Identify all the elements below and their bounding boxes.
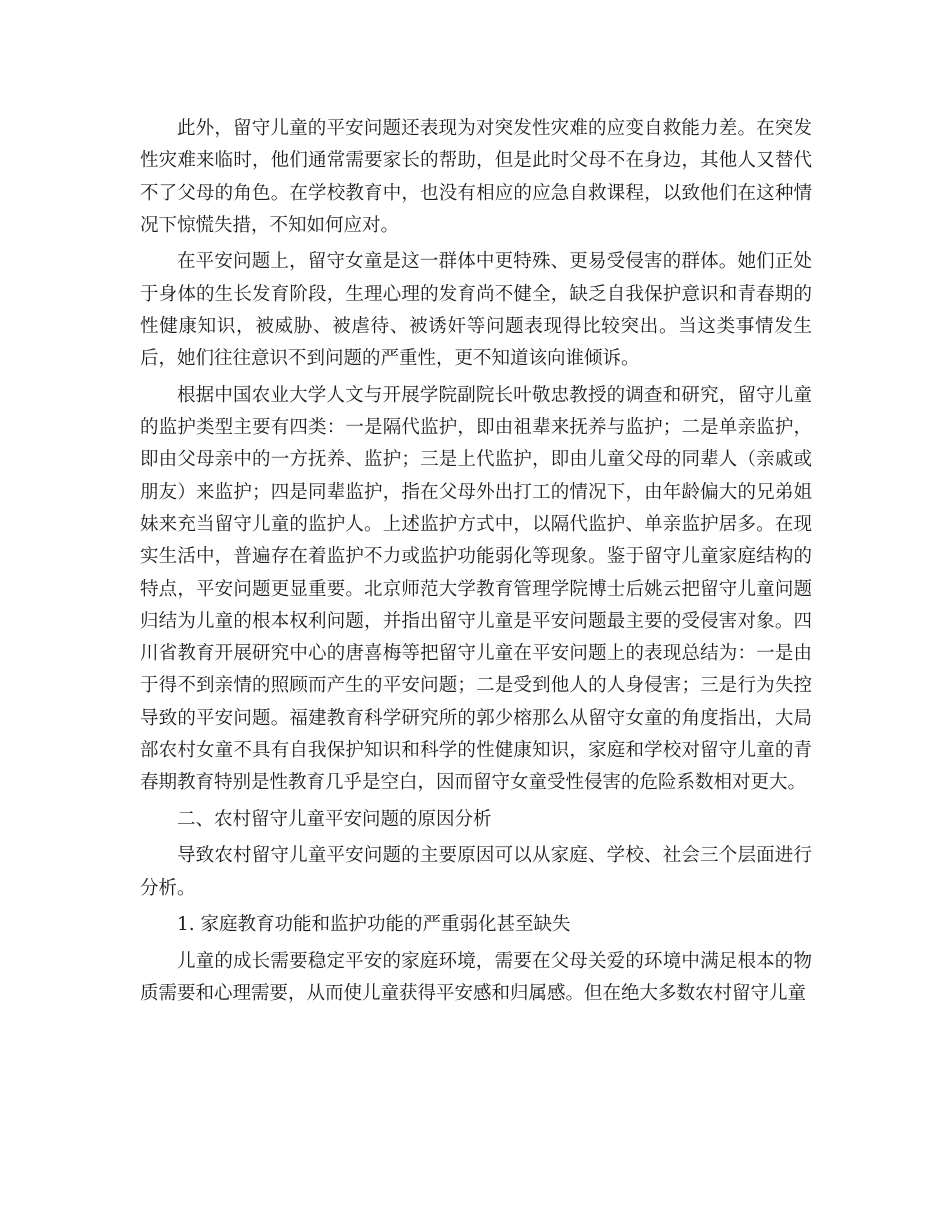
paragraph-1: 此外，留守儿童的平安问题还表现为对突发性灾难的应变自救能力差。在突发性灾难来临时，他们通常需要家长的帮助，但是此时父母不在身边，其他人又替代不了父母的角色。在学校教育中，也没有相应的应急自救课程，以致他们在这种情况下惊慌失措，不知如何应对。 bbox=[140, 118, 812, 236]
paragraph-5: 儿童的成长需要稳定平安的家庭环境，需要在父母关爱的环境中满足根本的物质需要和心理需要，从而使儿童获得平安感和归属感。但在绝大多数农村留守儿童 bbox=[140, 950, 812, 1004]
paragraph-4: 导致农村留守儿童平安问题的主要原因可以从家庭、学校、社会三个层面进行分析。 bbox=[140, 845, 812, 899]
section-heading: 二、农村留守儿童平安问题的原因分析 bbox=[177, 808, 492, 830]
document-body bbox=[140, 113, 812, 1014]
paragraph-3: 根据中国农业大学人文与开展学院副院长叶敬忠教授的调查和研究，留守儿童的监护类型主要有四类：一是隔代监护，即由祖辈来抚养与监护；二是单亲监护，即由父母亲中的一方抚养、监护；三是上代监护，即由儿童父母的同辈人（亲戚或朋友）来监护；四是同辈监护，指在父母外出打工的情况下，由年龄偏大的兄弟姐妹来充当留守儿童的监护人。上述监护方式中，以隔代监护、单亲监护居多。在现实生活中，普遍存在着监护不力或监护功能弱化等现象。鉴于留守儿童家庭结构的特点，平安问题更显重要。北京师范大学教育管理学院博士后姚云把留守儿童问题归结为儿童的根本权利问题，并指出留守儿童是平安问题最主要的受侵害对象。四川省教育开展研究中心的唐喜梅等把留守儿童在平安问题上的表现总结为：一是由于得不到亲情的照顾而产生的平安问题；二是受到他人的人身侵害；三是行为失控导致的平安问题。福建教育科学研究所的郭少榕那么从留守女童的角度指出，大局部农村女童不具有自我保护知识和科学的性健康知识，家庭和学校对留守儿童的青春期教育特别是性教育几乎是空白，因而留守女童受性侵害的危险系数相对更大。 bbox=[140, 384, 812, 794]
subsection-heading: 1. 家庭教育功能和监护功能的严重弱化甚至缺失 bbox=[177, 914, 571, 936]
paragraph-2: 在平安问题上，留守女童是这一群体中更特殊、更易受侵害的群体。她们正处于身体的生长发育阶段，生理心理的发育尚不健全，缺乏自我保护意识和青春期的性健康知识，被威胁、被虐待、被诱奸等问题表现得比较突出。当这类事情发生后，她们往往意识不到问题的严重性，更不知道该向谁倾诉。 bbox=[140, 251, 812, 370]
